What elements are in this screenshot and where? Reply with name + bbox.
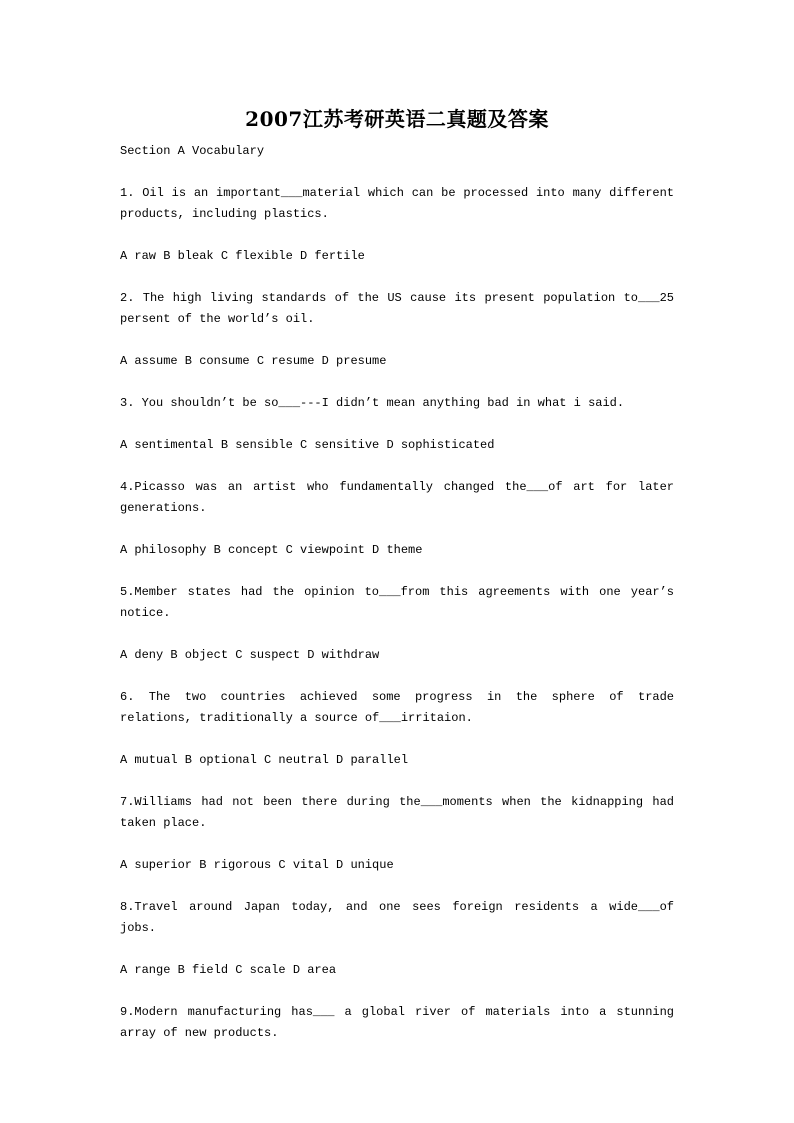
question-stem-3: 3. You shouldn’t be so___---I didn’t mean anything bad in what i said. <box>120 396 625 410</box>
question-options-3: A sentimental B sensible C sensitive D sophisticated <box>120 438 495 452</box>
question-options-7: A superior B rigorous C vital D unique <box>120 858 394 872</box>
question-options-1: A raw B bleak C flexible D fertile <box>120 249 365 263</box>
document-body <box>120 141 674 1065</box>
question-options-5: A deny B object C suspect D withdraw <box>120 648 380 662</box>
question-stem-1: 1. Oil is an important___material which can be processed into many different products, including plastics. <box>120 186 674 221</box>
question-stem-8: 8.Travel around Japan today, and one sees foreign residents a wide___of jobs. <box>120 900 674 935</box>
section-heading: Section A Vocabulary <box>120 144 265 158</box>
question-stem-9: 9.Modern manufacturing has___ a global river of materials into a stunning array of new products. <box>120 1005 674 1040</box>
question-stem-2: 2. The high living standards of the US cause its present population to___25 persent of the world’s oil. <box>120 291 674 326</box>
question-options-2: A assume B consume C resume D presume <box>120 354 387 368</box>
question-options-4: A philosophy B concept C viewpoint D theme <box>120 543 423 557</box>
question-stem-7: 7.Williams had not been there during the___moments when the kidnapping had taken place. <box>120 795 674 830</box>
question-stem-6: 6. The two countries achieved some progress in the sphere of trade relations, traditionally a source of___irritaion. <box>120 690 674 725</box>
document-title: 2007江苏考研英语二真题及答案 <box>245 107 549 131</box>
question-stem-5: 5.Member states had the opinion to___from this agreements with one year’s notice. <box>120 585 674 620</box>
question-options-8: A range B field C scale D area <box>120 963 337 977</box>
question-options-6: A mutual B optional C neutral D parallel <box>120 753 409 767</box>
question-stem-4: 4.Picasso was an artist who fundamentally changed the___of art for later generations. <box>120 480 674 515</box>
